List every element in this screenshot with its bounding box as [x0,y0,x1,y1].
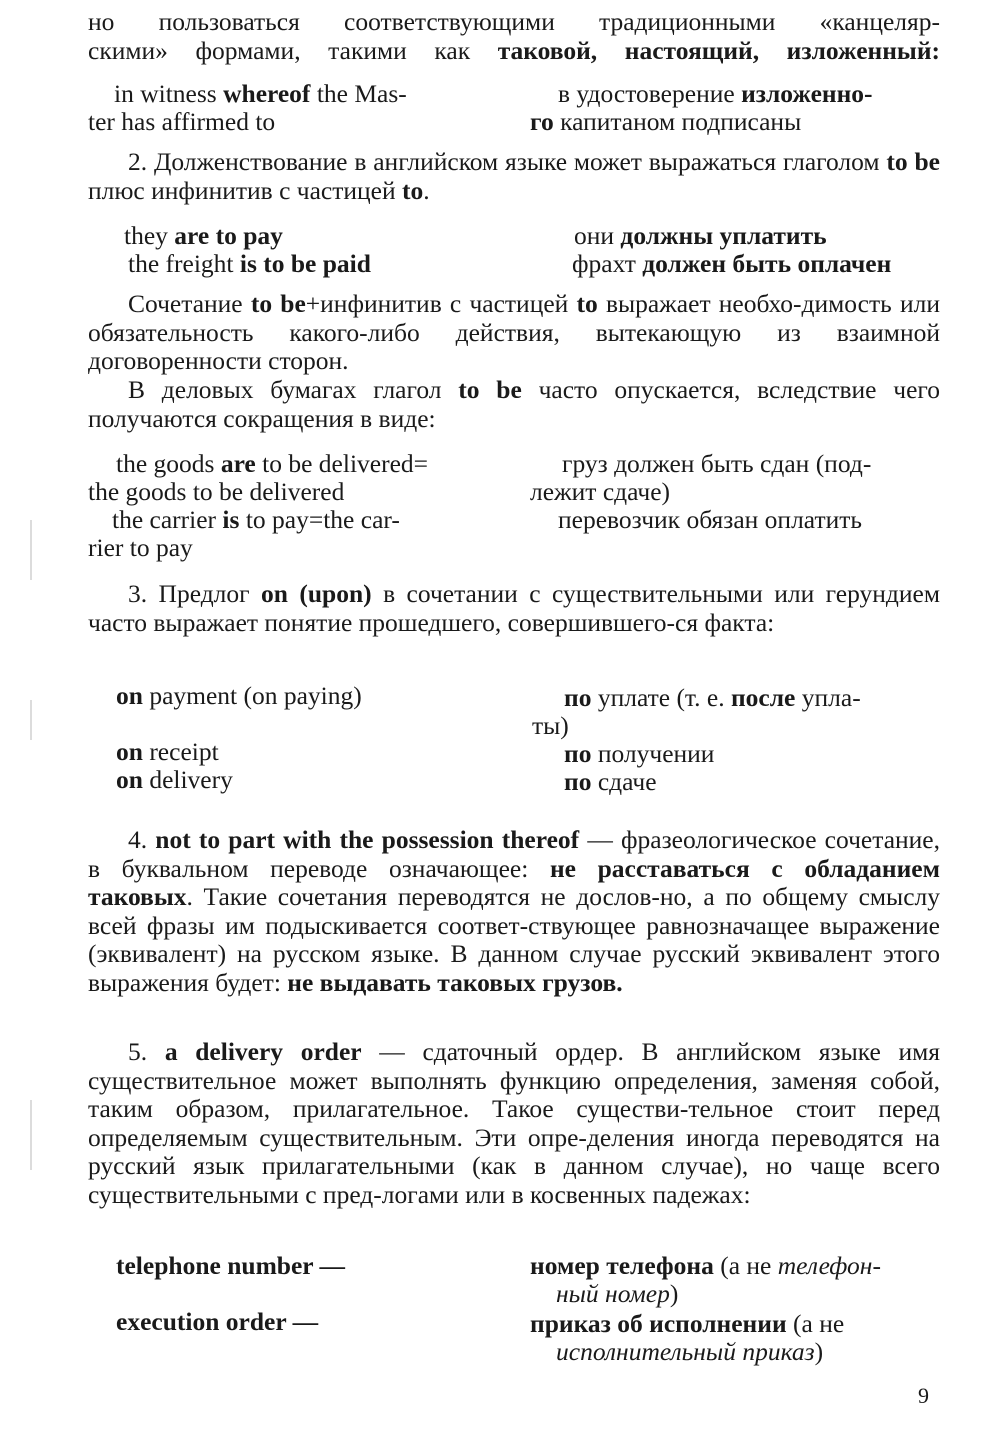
example4-en-line3: on delivery [116,765,233,794]
example4-ru-line2: ты) [532,711,569,740]
example1-ru-line2: го капитаном подписаны [530,107,802,136]
intro-line2-a: скими» формами, такими как [88,35,498,65]
example2-en-line1: they are to pay [124,221,283,250]
scan-artifact [30,520,32,580]
example5-en-line1: telephone number — [116,1251,346,1280]
example3-en-line2: the goods to be delivered [88,477,345,506]
example5-en-line2: execution order — [116,1307,319,1336]
example4-en-line2: on receipt [116,737,219,766]
example3-en-line1: the goods are to be delivered= [116,449,429,478]
example3-ru-line1: груз должен быть сдан (под- [562,449,872,478]
paragraph-2: 2. Долженствование в английском языке может выражаться глаголом to be плюс инфинитив с частицей to. [88,147,940,205]
example3-ru-line2: лежит сдаче) [530,477,671,506]
paragraph-3: Сочетание to be+инфинитив с частицей to выражает необхо-димость или обязательность какого-либо действия, вытекающую из взаимной договоренности сторон. [88,289,940,375]
example5-ru-line4: исполнительный приказ) [556,1337,824,1366]
intro-paragraph [88,8,940,65]
scan-artifact [30,1100,32,1170]
intro-line2-bold: таковой, настоящий, изложенный: [497,35,940,65]
example4-ru-line4: по сдаче [564,767,657,796]
example5-ru-line1: номер телефона (а не телефон- [530,1251,881,1280]
example5-ru-line2: ный номер) [556,1279,679,1308]
example2-ru-line1: они должны уплатить [574,221,827,250]
example4-ru-line3: по получении [564,739,715,768]
paragraph-7: 5. a delivery order — сдаточный ордер. В английском языке имя существительное может выполнять функцию определения, заменяя собой, таким образом, прилагательное. Такое существи-тельное стоит перед определяемым существительным. Эти опре-деления иногда переводятся на русский язык прилагательными (как в данном случае), но чаще всего существительными с пред-логами или в косвенных падежах: [88,1037,941,1209]
example4-en-line1: on payment (on paying) [116,681,362,710]
page-number: 9 [918,1383,929,1408]
example3-en-line3: the carrier is to pay=the car- [112,505,400,534]
example3-en-line4: rier to pay [88,533,193,562]
paragraph-4: В деловых бумагах глагол to be часто опускается, вследствие чего получаются сокращения в виде: [88,375,941,433]
intro-line1: но пользоваться соответствующими традиционными «канцеляр- [88,7,940,36]
scan-artifact [30,700,32,740]
paragraph-5: 3. Предлог on (upon) в сочетании с существительными или герундием часто выражает понятие прошедшего, совершившего-ся факта: [88,579,940,637]
example2-ru-line2: фрахт должен быть оплачен [572,249,892,278]
example2-en-line2: the freight is to be paid [128,249,371,278]
example1-en-line2: ter has affirmed to [88,107,276,136]
paragraph-6: 4. not to part with the possession thereof — фразеологическое сочетание, в буквальном переводе означающее: не расставаться с обладанием таковых. Такие сочетания переводятся не дослов-но, а по общему смыслу всей фразы им подыскивается соответ-ствующее равнозначащее выражение (эквивалент) на русском языке. В данном случае русский эквивалент этого выражения будет: не выдавать таковых грузов. [88,825,940,997]
example1-ru-line1: в удостоверение изложенно- [558,79,873,108]
example3-ru-line3: перевозчик обязан оплатить [558,505,863,534]
example5-ru-line3: приказ об исполнении (а не [530,1309,845,1338]
example4-ru-line1: по уплате (т. е. после упла- [564,683,861,712]
example1-en-line1: in witness whereof the Mas- [114,79,407,108]
